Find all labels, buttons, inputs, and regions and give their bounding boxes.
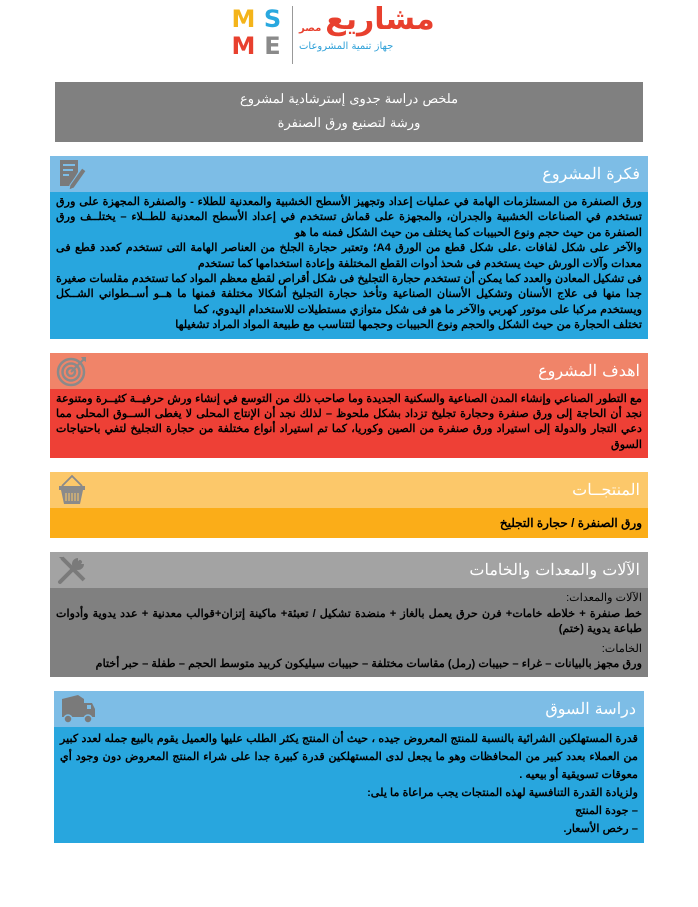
logo-letter-s: S <box>263 5 282 33</box>
section-heading: الآلات والمعدات والخامات <box>469 560 640 580</box>
logo-divider <box>292 6 293 64</box>
machines-text: خط صنفرة + خلاطه خامات+ فرن حرق يعمل بالغاز + منضدة تشكيل / تعبئة+ ماكينة إتزان+قوالب معدنية + عدد يدوية وأدوات طباعة يدوية (ختم) <box>56 607 642 636</box>
logo-wordmark-top <box>299 2 435 38</box>
section-header <box>50 552 648 588</box>
idea-paragraph-2: والآخر على شكل لفافات .على شكل قطع من الورق A4؛ وتعتبر حجارة الجلخ من العناصر الهامة التى تستخدم كعدد قطع فى معدات وآلات الورش حيث يستخدم فى شحذ أدوات القطع المختلفة وإعادة استخدامها كما تستخدم <box>56 242 643 270</box>
section-header <box>50 353 648 389</box>
section-body <box>54 727 644 843</box>
idea-paragraph-4: تختلف الحجارة من حيث الشكل والحجم ونوع الحبيبات وحجمها لتتناسب مع طبيعة المواد المراد تشغيلها <box>175 319 642 332</box>
target-icon <box>56 355 88 387</box>
section-header <box>54 691 644 727</box>
document-title <box>55 82 643 142</box>
pencil-note-icon <box>56 158 88 190</box>
title-line-2: ورشة لتصنيع ورق الصنفرة <box>277 116 421 131</box>
products-list: ورق الصنفرة / حجارة التجليخ <box>499 516 642 531</box>
section-body <box>50 192 648 339</box>
logo-tagline: جهاز تنمية المشروعات <box>299 41 394 52</box>
section-products <box>50 472 648 538</box>
section-header <box>50 472 648 508</box>
market-point-price: – رخص الأسعار. <box>563 823 638 836</box>
title-line-1: ملخص دراسة جدوى إسترشادية لمشروع <box>239 92 459 107</box>
section-heading: فكرة المشروع <box>542 164 640 183</box>
section-equipment <box>50 552 648 677</box>
market-paragraph: قدرة المستهلكين الشرائية بالنسبة للمنتج المعروض جيده ، حيث أن المنتج يكثر الطلب عليها والعميل يقوم بالبيع جمله لعدد كبير من العملاء بعدد كبير من المحافظات وهو ما يجعل لدى المستهلكين قدرة كبيرة جدا على شراء المنتج المعروض دون وجود أي معوقات تسويقية أو بيعيه . <box>60 733 638 782</box>
logo-wordmark <box>299 2 469 54</box>
goals-paragraph: مع التطور الصناعي وإنشاء المدن الصناعية والسكنية الجديدة وما صاحب ذلك من التوسع في إنشاء ورش حرفيــة كثيــرة ومتنوعة نجد أن الحاجة إلى ورق صنفرة وحجارة تجليخ تزداد بشكل ملحوظ – لذلك نجد أن الإنتاج المحلى لا يغطى الســوق المحلى مما دعي التجار والدولة إلى استيراد ورق صنفرة من الصين وكوريا، كما تم استيراد أنواع مختلفة من حجارة التجليخ لتفي باحتياجات السوق <box>56 392 642 451</box>
logo-arabic-name: مشاريع <box>325 2 435 37</box>
competitiveness-intro: ولزيادة القدرة التنافسية لهذه المنتجات يجب مراعاة ما يلى: <box>367 787 638 800</box>
logo-country: مصر <box>299 23 322 34</box>
machines-label: الآلات والمعدات: <box>566 592 642 605</box>
idea-paragraph-1: ورق الصنفرة من المستلزمات الهامة في عمليات إعداد وتجهيز الأسطح الخشبية والمعدنية للطلاء - والصنفرة المجهزة على ورق تستخدم في الصناعات الخشبية والجدران، والمجهزة على قماش تستخدم في إعداد الأسطح المعدنية للطــلاء – يختلــف ورق الصنفرة من حيث حجم ونوع الحبيبات كما يختلف من حيث الشكل فمنه ما هو <box>56 196 642 239</box>
section-project-goals <box>50 353 648 459</box>
msme-logo <box>229 2 469 68</box>
idea-paragraph-3: فى تشكيل المعادن والعدد كما يمكن أن تستخدم حجارة التجليخ فى شكل أقراص لقطع معظم المواد كما تستخدم مقلسات صغيرة جدا منها فى علاج الأسنان وتشكيل الأسنان الصناعية وتأخذ حجارة التجليخ أشكالا مختلفة فمنها ما هــو أســطواني الشــكل ويستخدم مركبا على موتور كهربي والآخر ما هو فى شكل متوازي مستطيلات للاستخدام اليدوي، كما <box>56 273 642 316</box>
section-header <box>50 156 648 192</box>
basket-icon <box>56 474 88 506</box>
section-market-study <box>54 691 644 843</box>
section-heading: دراسة السوق <box>545 699 636 719</box>
logo-letter-m1: M <box>231 5 256 33</box>
market-point-quality: – جودة المنتج <box>575 805 638 818</box>
section-body <box>50 588 648 677</box>
materials-text: ورق مجهز بالبيانات – غراء – حبيبات (رمل) مقاسات مختلفة – حبيبات سيليكون كربيد متوسط الحجم – طفلة – حبر أختام <box>95 657 642 670</box>
msme-letters <box>229 6 287 60</box>
section-body <box>50 389 648 459</box>
dump-truck-icon <box>60 693 96 725</box>
logo-letter-e: E <box>264 32 281 60</box>
section-heading: اهدف المشروع <box>538 360 640 380</box>
tools-icon <box>56 554 88 586</box>
section-body <box>50 508 648 538</box>
materials-label: الخامات: <box>601 642 642 655</box>
section-heading: المنتجــات <box>572 480 640 500</box>
section-project-idea <box>50 156 648 339</box>
logo-letter-m2: M <box>231 32 256 60</box>
